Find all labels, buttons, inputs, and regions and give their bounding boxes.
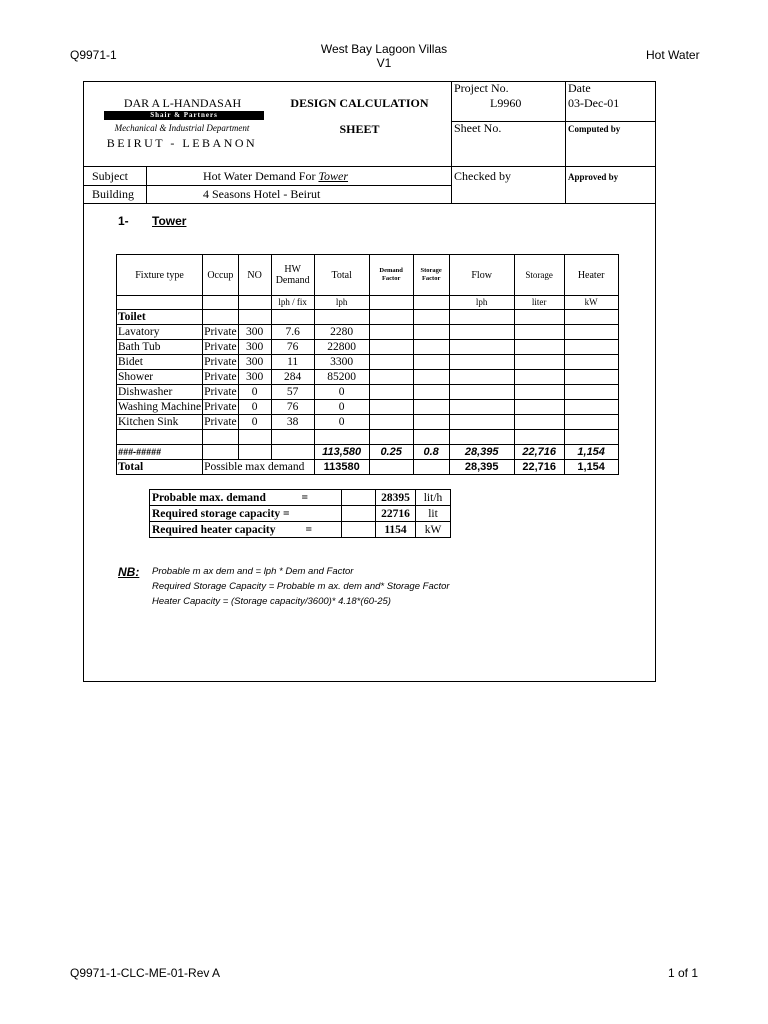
fixture-cell: Shower bbox=[117, 370, 203, 385]
page-number: 1 of 1 bbox=[668, 966, 699, 980]
occup-cell: Private bbox=[204, 340, 237, 353]
group-row bbox=[117, 310, 619, 325]
unit-storage: liter bbox=[514, 296, 564, 310]
hw-cell: 76 bbox=[271, 400, 314, 415]
empty-cell bbox=[369, 296, 413, 310]
section-title: Tower bbox=[152, 214, 187, 228]
fixture-cell: Dishwasher bbox=[117, 385, 203, 400]
header-occup: Occup bbox=[203, 255, 239, 296]
total-cell: 0 bbox=[314, 415, 369, 430]
fixture-cell: Bath Tub bbox=[117, 340, 203, 355]
summary-row bbox=[150, 506, 451, 522]
occup-cell: Private bbox=[204, 355, 237, 368]
table-header-row bbox=[117, 255, 619, 296]
sheet-title-line2: SHEET bbox=[339, 122, 380, 136]
grand-total-storage: 22,716 bbox=[514, 460, 564, 475]
table-row bbox=[117, 355, 619, 370]
sheet-title-line1: DESIGN CALCULATION bbox=[290, 96, 429, 110]
summary-row bbox=[150, 522, 451, 538]
unit-hw-demand: lph / fix bbox=[271, 296, 314, 310]
total-cell: 3300 bbox=[314, 355, 369, 370]
summary-label: Required storage capacity = bbox=[150, 506, 342, 522]
summary-unit: lit/h bbox=[416, 490, 451, 506]
fixture-cell: Bidet bbox=[117, 355, 203, 370]
computed-by-label: Computed by bbox=[568, 124, 621, 134]
no-cell: 300 bbox=[238, 325, 271, 340]
hw-cell: 11 bbox=[271, 355, 314, 370]
table-row bbox=[117, 370, 619, 385]
no-cell: 300 bbox=[238, 370, 271, 385]
company-banner: Shair & Partners bbox=[104, 111, 264, 120]
occup-cell: Private bbox=[204, 385, 237, 398]
empty-cell bbox=[413, 296, 449, 310]
date-label: Date bbox=[568, 81, 591, 95]
table-row bbox=[117, 340, 619, 355]
empty-cell bbox=[238, 296, 271, 310]
hw-cell: 38 bbox=[271, 415, 314, 430]
summary-value: 22716 bbox=[376, 506, 416, 522]
header-storage-factor: Storage Factor bbox=[413, 255, 449, 296]
doc-code-header: Q9971-1 bbox=[70, 48, 117, 62]
no-cell: 0 bbox=[238, 385, 271, 400]
summary-empty bbox=[342, 490, 376, 506]
total-note: Possible max demand bbox=[203, 460, 315, 475]
notes-label: NB: bbox=[118, 565, 140, 579]
note-line-1: Probable m ax dem and = lph * Dem and Factor bbox=[152, 566, 354, 577]
hw-cell: 7.6 bbox=[271, 325, 314, 340]
subject-label: Subject bbox=[92, 169, 128, 183]
header-no: NO bbox=[238, 255, 271, 296]
table-row bbox=[117, 325, 619, 340]
subtotal-heater: 1,154 bbox=[564, 445, 618, 460]
unit-total: lph bbox=[314, 296, 369, 310]
subtotal-storage: 22,716 bbox=[514, 445, 564, 460]
grand-total-flow: 28,395 bbox=[449, 460, 514, 475]
summary-unit: kW bbox=[416, 522, 451, 538]
building-label: Building bbox=[92, 187, 135, 201]
unit-flow: lph bbox=[449, 296, 514, 310]
total-cell: 22800 bbox=[314, 340, 369, 355]
summary-value: 28395 bbox=[376, 490, 416, 506]
summary-empty bbox=[342, 506, 376, 522]
header-hw-demand: HW Demand bbox=[271, 255, 314, 296]
summary-eq: = bbox=[300, 522, 342, 538]
project-no-value: L9960 bbox=[490, 96, 522, 110]
sheet-no-label: Sheet No. bbox=[454, 121, 502, 135]
occup-cell: Private bbox=[204, 400, 237, 413]
table-units-row bbox=[117, 296, 619, 310]
project-no-label: Project No. bbox=[454, 81, 509, 95]
subject-emphasis: Tower bbox=[318, 169, 349, 183]
hw-cell: 76 bbox=[271, 340, 314, 355]
location-label: BEIRUT - LEBANON bbox=[106, 136, 258, 150]
company-name: DAR A L-HANDASAH bbox=[123, 96, 242, 110]
subtotal-flow: 28,395 bbox=[449, 445, 514, 460]
total-row bbox=[117, 460, 619, 475]
fixture-table bbox=[116, 254, 619, 475]
hw-cell: 284 bbox=[271, 370, 314, 385]
subtotal-label: ###-##### bbox=[117, 445, 203, 460]
topic-header: Hot Water bbox=[646, 48, 700, 62]
divider bbox=[451, 81, 452, 203]
date-value: 03-Dec-01 bbox=[568, 96, 620, 110]
header-fixture-type: Fixture type bbox=[117, 255, 203, 296]
total-cell: 85200 bbox=[314, 370, 369, 385]
grand-total-value: 113580 bbox=[314, 460, 369, 475]
empty-cell bbox=[117, 296, 203, 310]
no-cell: 300 bbox=[238, 340, 271, 355]
header-total: Total bbox=[314, 255, 369, 296]
summary-table bbox=[149, 489, 451, 538]
project-title-header bbox=[284, 42, 484, 70]
total-cell: 2280 bbox=[314, 325, 369, 340]
subject-value bbox=[203, 169, 348, 184]
occup-cell: Private bbox=[204, 325, 237, 338]
divider bbox=[83, 203, 656, 204]
project-name: West Bay Lagoon Villas bbox=[320, 42, 448, 56]
header-flow: Flow bbox=[449, 255, 514, 296]
fixture-cell: Washing Machine bbox=[118, 400, 202, 413]
divider bbox=[83, 185, 451, 186]
note-line-2: Required Storage Capacity = Probable m ax. dem and* Storage Factor bbox=[152, 581, 450, 592]
no-cell: 0 bbox=[238, 415, 271, 430]
checked-by-label: Checked by bbox=[454, 169, 511, 183]
no-cell: 300 bbox=[238, 355, 271, 370]
header-storage: Storage bbox=[514, 255, 564, 296]
divider bbox=[146, 166, 147, 203]
summary-value: 1154 bbox=[376, 522, 416, 538]
blank-row bbox=[117, 430, 619, 445]
table-row bbox=[117, 415, 619, 430]
summary-unit: lit bbox=[416, 506, 451, 522]
total-cell: 0 bbox=[314, 400, 369, 415]
subtotal-total: 113,580 bbox=[314, 445, 369, 460]
note-line-3: Heater Capacity = (Storage capacity/3600)* 4.18*(60-25) bbox=[152, 596, 391, 607]
divider bbox=[565, 81, 566, 203]
summary-label: Probable max. demand bbox=[150, 490, 300, 506]
department-name: Mechanical & Industrial Department bbox=[114, 123, 250, 133]
header-demand-factor: Demand Factor bbox=[369, 255, 413, 296]
doc-reference-footer: Q9971-1-CLC-ME-01-Rev A bbox=[70, 966, 221, 980]
subtotal-storage-factor: 0.8 bbox=[413, 445, 449, 460]
grand-total-heater: 1,154 bbox=[564, 460, 618, 475]
total-cell: 0 bbox=[314, 385, 369, 400]
summary-label: Required heater capacity bbox=[150, 522, 300, 538]
unit-heater: kW bbox=[564, 296, 618, 310]
subtotal-demand-factor: 0.25 bbox=[369, 445, 413, 460]
subject-text: Hot Water Demand For bbox=[203, 169, 319, 183]
subtotal-row bbox=[117, 445, 619, 460]
occup-cell: Private bbox=[204, 370, 237, 383]
summary-eq: = bbox=[300, 490, 342, 506]
summary-empty bbox=[342, 522, 376, 538]
total-label: Total bbox=[117, 460, 203, 475]
table-row bbox=[117, 385, 619, 400]
fixture-cell: Lavatory bbox=[117, 325, 203, 340]
summary-row bbox=[150, 490, 451, 506]
divider bbox=[83, 166, 656, 167]
fixture-cell: Kitchen Sink bbox=[117, 415, 203, 430]
occup-cell: Private bbox=[204, 415, 237, 428]
section-number: 1- bbox=[118, 214, 129, 228]
approved-by-label: Approved by bbox=[568, 172, 619, 182]
building-value: 4 Seasons Hotel - Beirut bbox=[203, 187, 321, 201]
no-cell: 0 bbox=[238, 400, 271, 415]
hw-cell: 57 bbox=[271, 385, 314, 400]
table-row bbox=[117, 400, 619, 415]
header-heater: Heater bbox=[564, 255, 618, 296]
empty-cell bbox=[203, 296, 239, 310]
version-label: V1 bbox=[376, 56, 392, 70]
group-label: Toilet bbox=[117, 310, 203, 325]
